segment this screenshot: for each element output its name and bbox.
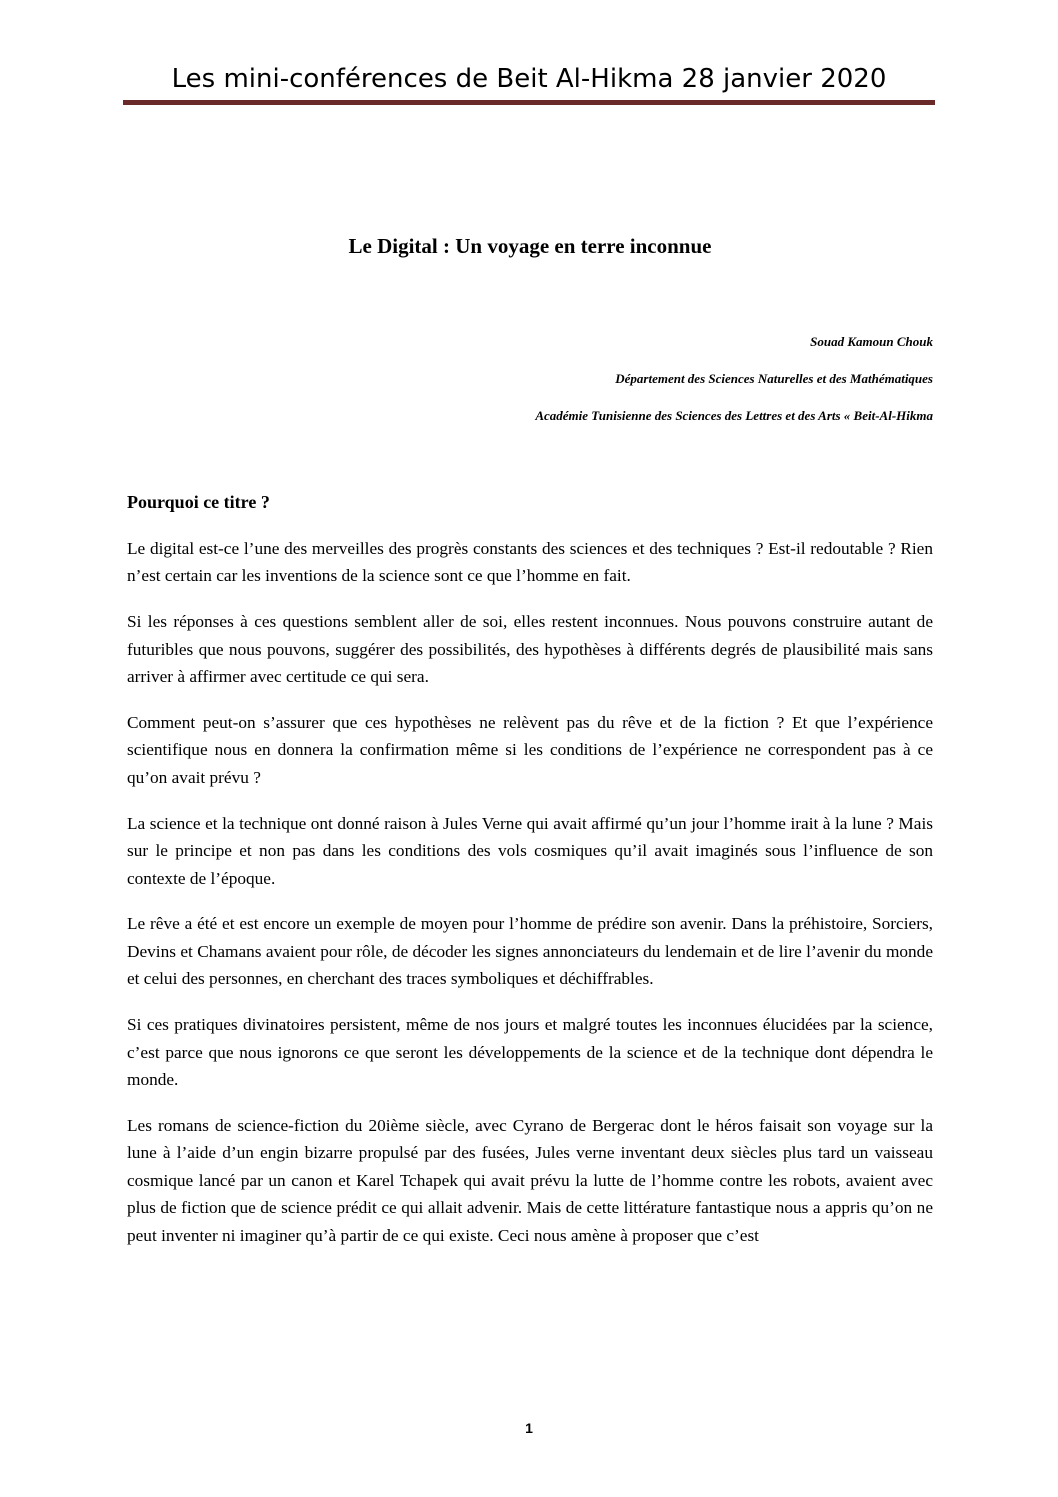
paragraph-list: [127, 535, 933, 1267]
section-heading: Pourquoi ce titre ?: [127, 492, 270, 512]
header-rule: [123, 100, 935, 105]
body-paragraph: Le rêve a été et est encore un exemple de moyen pour l’homme de prédire son avenir. Dans la préhistoire, Sorciers, Devins et Chamans avaient pour rôle, de décoder les signes annonciateurs du lendemain et de lire l’avenir du monde et celui des personnes, en cherchant des traces symboliques et déchiffrables.: [127, 914, 933, 989]
document-title: Le Digital : Un voyage en terre inconnue: [348, 234, 712, 258]
author-department: Département des Sciences Naturelles et des Mathématiques: [615, 371, 933, 386]
body-paragraph: Le digital est-ce l’une des merveilles des progrès constants des sciences et des techniques ? Est-il redoutable ? Rien n’est certain car les inventions de la science sont ce que l’homme en fait.: [127, 539, 933, 586]
running-header: Les mini-conférences de Beit Al-Hikma 28 janvier 2020: [171, 64, 887, 94]
body-paragraph: Les romans de science-fiction du 20ième siècle, avec Cyrano de Bergerac dont le héros faisait son voyage sur la lune à l’aide d’un engin bizarre propulsé par des fusées, Jules verne inventant deux siècles plus tard un vaisseau cosmique lancé par un canon et Karel Tchapek qui avait prévu la lutte de l’homme contre les robots, avaient avec plus de fiction que de science prédit ce qui allait advenir. Mais de cette littérature fantastique nous a appris qu’on ne peut inventer ni imaginer qu’à partir de ce qui existe. Ceci nous amène à proposer que c’est: [127, 1115, 933, 1245]
author-academy: Académie Tunisienne des Sciences des Lettres et des Arts « Beit-Al-Hikma: [535, 408, 933, 423]
body-paragraph: Comment peut-on s’assurer que ces hypothèses ne relèvent pas du rêve et de la fiction ? Et que l’expérience scientifique nous en donnera la confirmation même si les conditions de l’expérience ne correspondent pas à ce qu’on avait prévu ?: [127, 713, 933, 787]
body-paragraph: Si les réponses à ces questions semblent aller de soi, elles restent inconnues. Nous pouvons construire autant de futuribles que nous pouvons, suggérer des possibilités, des hypothèses à différents degrés de plausibilité mais sans arriver à affirmer avec certitude ce qui sera.: [127, 612, 933, 687]
author-name: Souad Kamoun Chouk: [810, 334, 933, 349]
body-paragraph: La science et la technique ont donné raison à Jules Verne qui avait affirmé qu’un jour l’homme irait à la lune ? Mais sur le principe et non pas dans les conditions des vols cosmiques qu’il avait imaginés sous l’influence de son contexte de l’époque.: [127, 813, 933, 888]
page-number: 1: [525, 1420, 533, 1436]
body-paragraph: Si ces pratiques divinatoires persistent, même de nos jours et malgré toutes les inconnues élucidées par la science, c’est parce que nous ignorons ce que seront les développements de la science et de la technique dont dépendra le monde.: [127, 1015, 933, 1089]
